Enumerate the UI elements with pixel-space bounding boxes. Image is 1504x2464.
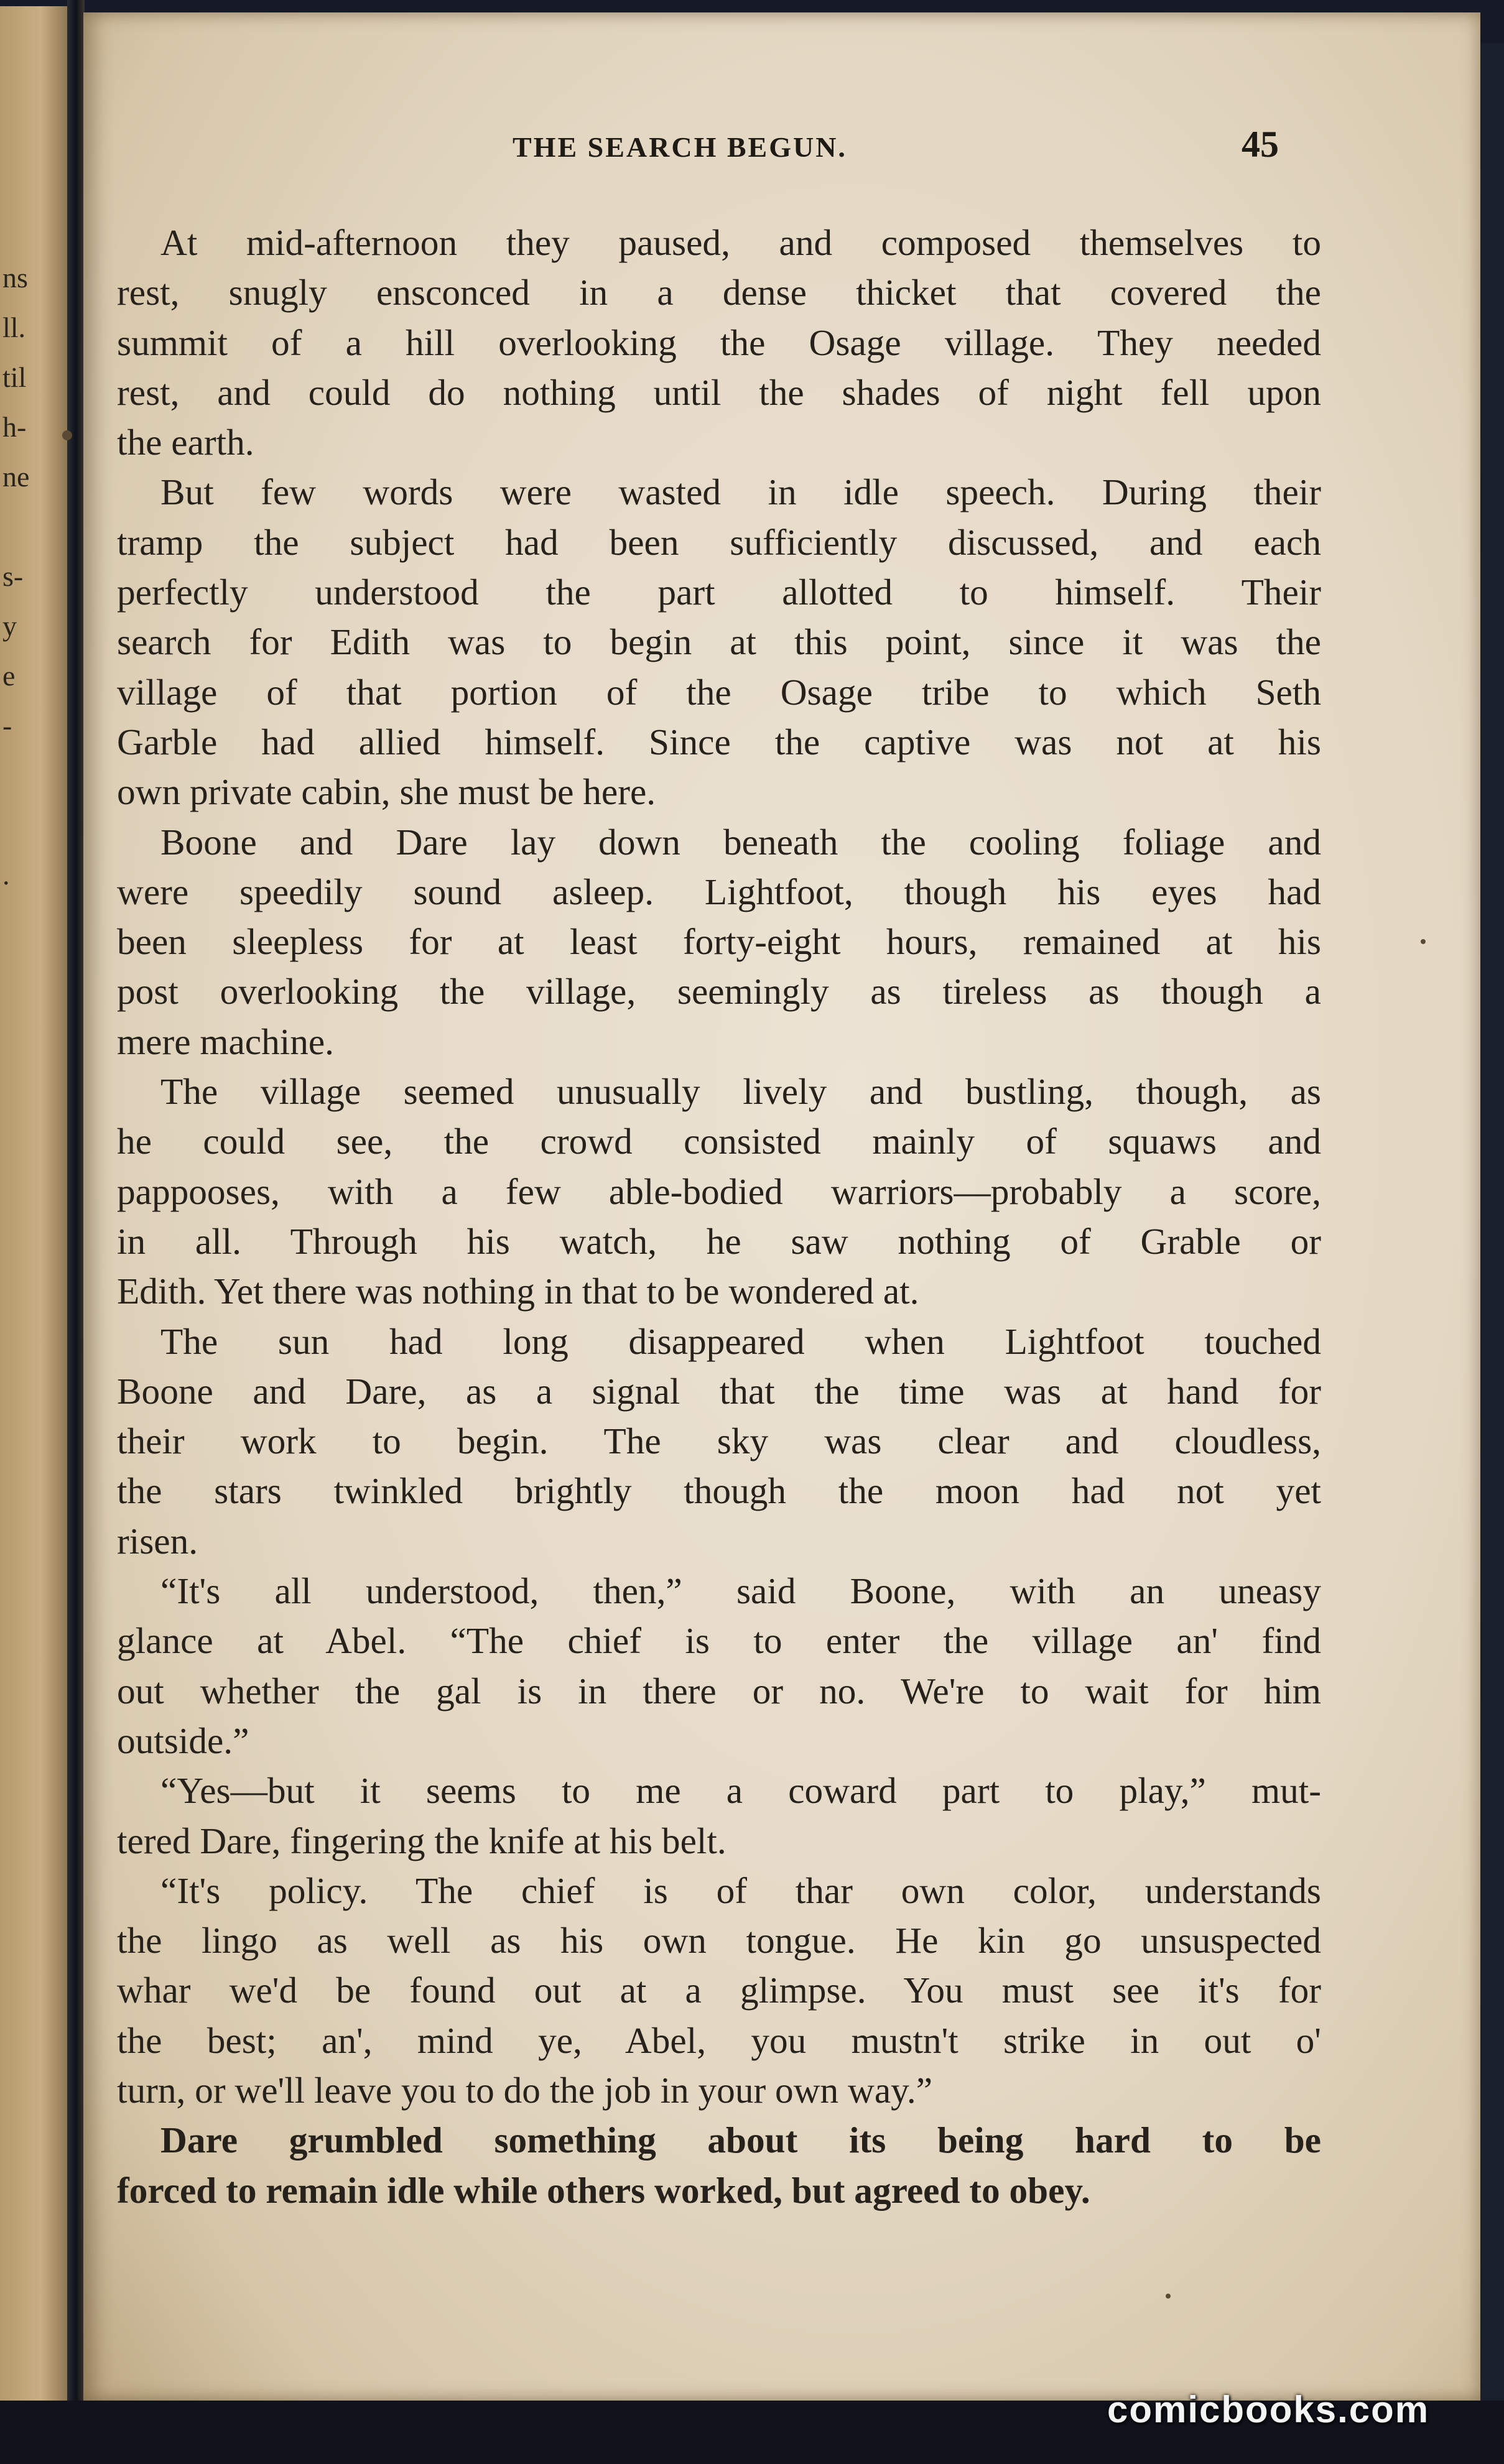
text-line: forced to remain idle while others worked, but agreed to obey. [117,2169,1090,2211]
ink-speck [1166,2294,1171,2299]
facing-page-fragment: ll. [2,312,26,343]
text-line: Edith. Yet there was nothing in that to be wondered at. [117,1271,919,1312]
running-head: THE SEARCH BEGUN. [513,131,847,163]
text-line: tered Dare, fingering the knife at his belt. [117,1820,726,1861]
text-line: village of that portion of the Osage tribe to which Seth [117,671,1321,713]
text-line: were speedily sound asleep. Lightfoot, though his eyes had [117,871,1321,912]
text-line: The sun had long disappeared when Lightfoot touched [160,1320,1321,1362]
facing-page-fragment: s- [2,560,24,592]
text-line: “It's all understood, then,” said Boone, with an uneasy [160,1570,1321,1612]
text-line: their work to begin. The sky was clear and cloudless, [117,1420,1321,1462]
text-line: mere machine. [117,1021,335,1062]
page-header [83,113,1480,163]
book-page [83,12,1480,2401]
facing-page-fragment: til [2,361,27,393]
text-line: post overlooking the village, seemingly as tireless as though a [117,971,1321,1012]
facing-page-fragment: h- [2,411,27,443]
text-line: outside.” [117,1720,249,1761]
facing-page-edge [0,6,68,2401]
text-line: out whether the gal is in there or no. We're to wait for him [117,1670,1321,1711]
text-line: the stars twinkled brightly though the moon had not yet [117,1470,1321,1512]
text-line: “Yes—but it seems to me a coward part to play,” mut- [160,1770,1321,1812]
facing-page-fragment: ne [2,461,30,493]
text-line: perfectly understood the part allotted to himself. Their [117,572,1321,613]
text-line: Dare grumbled something about its being hard to be [160,2119,1321,2161]
text-line: turn, or we'll leave you to do the job in your own way.” [117,2069,933,2111]
text-line: pappooses, with a few able-bodied warriors—probably a score, [117,1170,1321,1212]
text-line: summit of a hill overlooking the Osage village. They needed [117,322,1321,363]
text-line: in all. Through his watch, he saw nothing of Grable or [117,1220,1321,1262]
facing-page-fragment: ns [2,262,28,294]
facing-page-fragment: e [2,660,16,692]
text-line: glance at Abel. “The chief is to enter the village an' find [117,1620,1321,1662]
ink-speck [62,430,72,440]
text-line: been sleepless for at least forty-eight hours, remained at his [117,921,1321,963]
book-gutter [67,0,85,2464]
text-line: tramp the subject had been sufficiently discussed, and each [117,521,1321,563]
text-line: Garble had allied himself. Since the captive was not at his [117,721,1321,762]
text-line: At mid-afternoon they paused, and composed themselves to [160,222,1321,263]
text-line: the earth. [117,422,254,463]
text-line: whar we'd be found out at a glimpse. You must see it's for [117,1970,1321,2011]
page-body-text [117,218,1321,2215]
text-line: own private cabin, she must be here. [117,771,656,813]
text-line: the best; an', mind ye, Abel, you mustn't strike in out o' [117,2019,1321,2061]
text-line: he could see, the crowd consisted mainly of squaws and [117,1121,1321,1162]
watermark: comicbooks.com [1107,2389,1430,2430]
text-line: “It's policy. The chief is of thar own color, understands [160,1869,1321,1911]
facing-page-fragment: - [2,710,12,741]
text-line: The village seemed unusually lively and bustling, though, as [160,1071,1321,1113]
facing-page-fragment: y [2,610,17,642]
text-line: Boone and Dare, as a signal that the time was at hand for [117,1370,1321,1412]
text-line: the lingo as well as his own tongue. He kin go unsuspected [117,1920,1321,1961]
facing-page-fragment: . [2,859,10,891]
page-number: 45 [1242,124,1279,165]
text-line: risen. [117,1520,198,1562]
text-line: But few words were wasted in idle speech. During their [160,471,1321,513]
text-line: search for Edith was to begin at this point, since it was the [117,621,1321,663]
text-line: Boone and Dare lay down beneath the cooling foliage and [160,821,1321,863]
ink-speck [1421,939,1426,944]
text-line: rest, snugly ensconced in a dense thicket that covered the [117,272,1321,313]
text-line: rest, and could do nothing until the shades of night fell upon [117,371,1321,413]
